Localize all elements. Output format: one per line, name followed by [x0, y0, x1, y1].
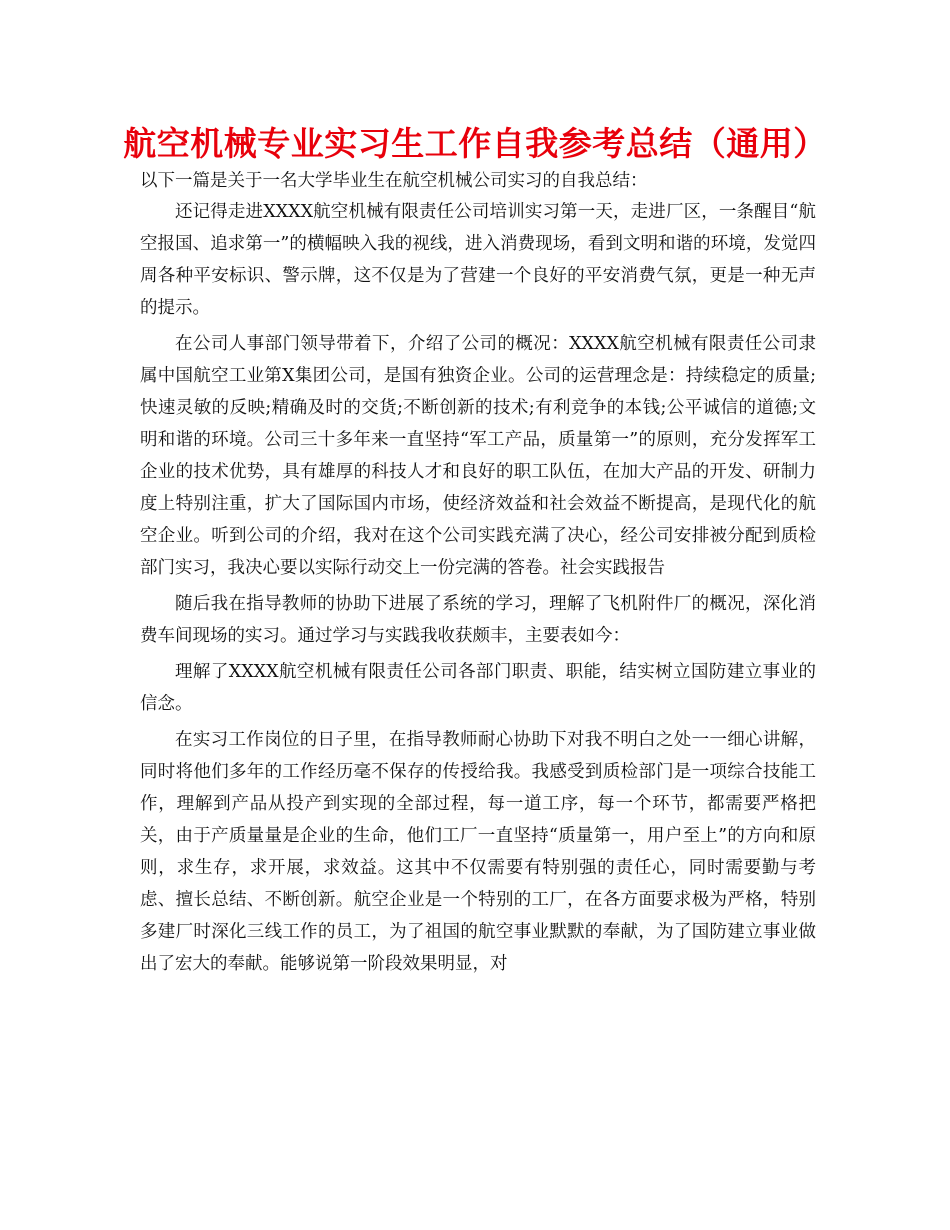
paragraph-study-harvest: 随后我在指导教师的协助下进展了系统的学习，理解了飞机附件厂的概况，深化消费车间现场的实习。通过学习与实践我收获颇丰，主要表如今： [140, 594, 816, 646]
intro-line: 以下一篇是关于一名大学毕业生在航空机械公司实习的自我总结： [140, 171, 648, 191]
paragraph-company-overview: 在公司人事部门领导带着下，介绍了公司的概况：XXXX航空机械有限责任公司隶属中国航空工业第X集团公司，是国有独资企业。公司的运营理念是：持续稳定的质量;快速灵敏的反映;精确及时的交货;不断创新的技术;有利竞争的本钱;公平诚信的道德;文明和谐的环境。公司三十多年来一直坚持“军工产品，质量第一”的原则，充分发挥军工企业的技术优势，具有雄厚的科技人才和良好的职工队伍，在加大产品的开发、研制力度上特别注重，扩大了国际国内市场，使经济效益和社会效益不断提高，是现代化的航空企业。听到公司的介绍，我对在这个公司实践充满了决心，经公司安排被分配到质检部门实习，我决心要以实际行动交上一份完满的答卷。社会实践报告 [140, 334, 816, 578]
paragraph-internship-experience: 在实习工作岗位的日子里，在指导教师耐心协助下对我不明白之处一一细心讲解，同时将他们多年的工作经历毫不保存的传授给我。我感受到质检部门是一项综合技能工作，理解到产品从投产到实现的全部过程，每一道工序，每一个环节，都需要严格把关，由于产质量量是企业的生命，他们工厂一直坚持“质量第一，用户至上”的方向和原则，求生存，求开展，求效益。这其中不仅需要有特别强的责任心，同时需要勤与考虑、擅长总结、不断创新。航空企业是一个特别的工厂，在各方面要求极为严格，特别多建厂时深化三线工作的员工，为了祖国的航空事业默默的奉献，为了国防建立事业做出了宏大的奉献。能够说第一阶段效果明显，对 [140, 730, 816, 974]
document-title: 航空机械专业实习生工作自我参考总结（通用） [123, 124, 827, 163]
paragraph-first-day: 还记得走进XXXX航空机械有限责任公司培训实习第一天，走进厂区，一条醒目“航空报国、追求第一”的横幅映入我的视线，进入消费现场，看到文明和谐的环境，发觉四周各种平安标识、警示牌，这不仅是为了营建一个良好的平安消费气氛，更是一种无声的提示。 [140, 202, 816, 318]
document-body [140, 166, 816, 980]
paragraph-department-duties: 理解了XXXX航空机械有限责任公司各部门职责、职能，结实树立国防建立事业的信念。 [140, 662, 816, 714]
